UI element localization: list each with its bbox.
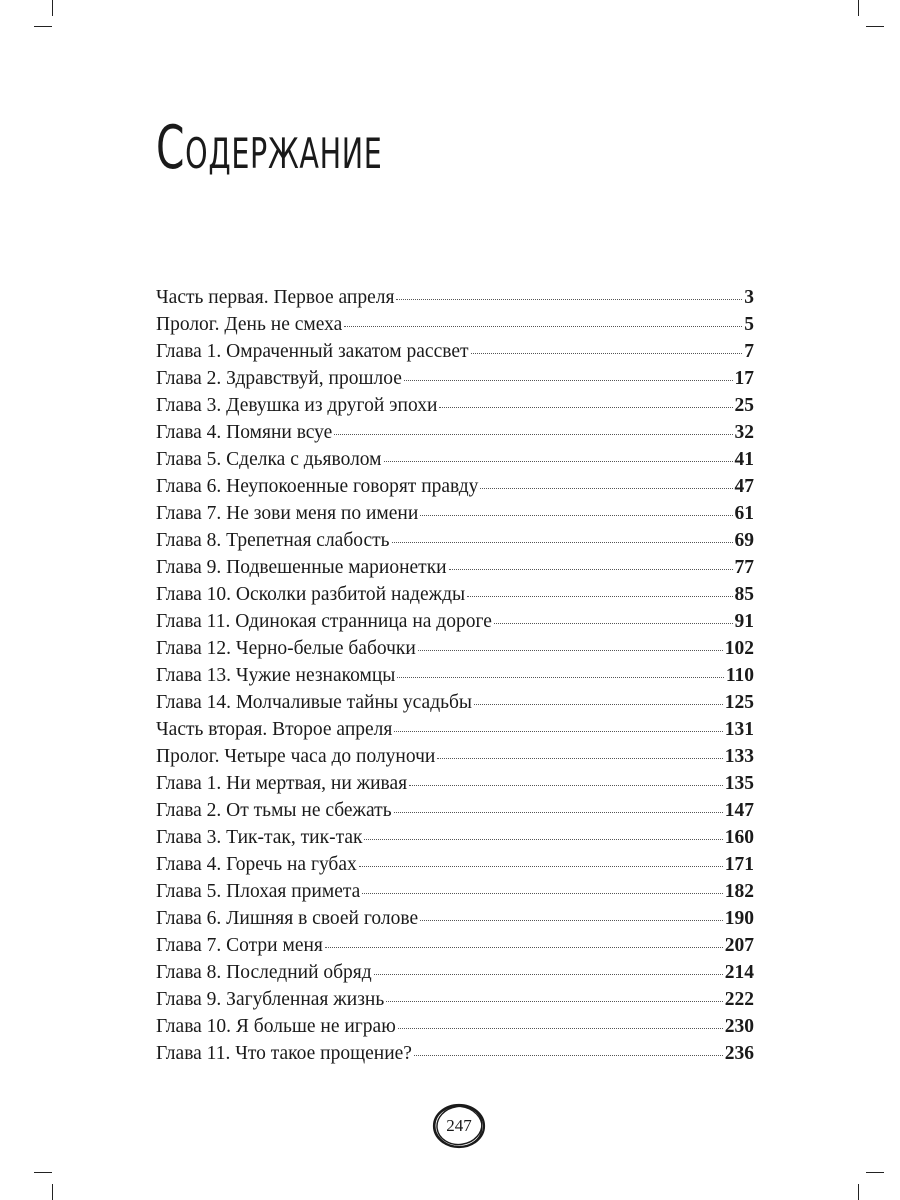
toc-entry-page: 25 xyxy=(734,395,754,416)
toc-dot-leader xyxy=(467,596,732,597)
toc-entry-label: Глава 11. Одинокая странница на дороге xyxy=(156,611,492,632)
crop-mark-bottom-left xyxy=(52,1184,53,1200)
toc-entry-label: Глава 8. Последний обряд xyxy=(156,962,372,983)
page-title: Содержание xyxy=(156,113,383,183)
toc-entry-label: Часть вторая. Второе апреля xyxy=(156,719,393,740)
toc-dot-leader xyxy=(394,731,722,732)
toc-entry-label: Пролог. День не смеха xyxy=(156,314,343,335)
toc-entry-page: 222 xyxy=(724,989,754,1010)
toc-entry-page: 17 xyxy=(734,368,754,389)
toc-entry xyxy=(156,1013,754,1040)
toc-dot-leader xyxy=(384,461,733,462)
toc-entry-page: 125 xyxy=(724,692,754,713)
toc-entry xyxy=(156,662,754,689)
toc-entry-label: Глава 11. Что такое прощение? xyxy=(156,1043,412,1064)
toc-dot-leader xyxy=(474,704,723,705)
page-number-badge xyxy=(431,1102,487,1150)
toc-entry-page: 171 xyxy=(724,854,754,875)
toc-dot-leader xyxy=(397,677,723,678)
toc-entry xyxy=(156,743,754,770)
toc-entry xyxy=(156,635,754,662)
toc-dot-leader xyxy=(420,920,723,921)
toc-entry xyxy=(156,338,754,365)
toc-entry-page: 3 xyxy=(744,287,754,308)
toc-entry-label: Глава 5. Плохая примета xyxy=(156,881,361,902)
toc-entry-label: Глава 5. Сделка с дьяволом xyxy=(156,449,382,470)
toc-entry-label: Пролог. Четыре часа до полуночи xyxy=(156,746,436,767)
toc-entry xyxy=(156,365,754,392)
crop-mark-top-right-h xyxy=(866,26,884,27)
toc-entry-label: Глава 3. Девушка из другой эпохи xyxy=(156,395,438,416)
toc-dot-leader xyxy=(362,893,722,894)
toc-entry-label: Глава 2. От тьмы не сбежать xyxy=(156,800,392,821)
toc-dot-leader xyxy=(480,488,732,489)
toc-entry xyxy=(156,932,754,959)
toc-entry-page: 77 xyxy=(734,557,754,578)
toc-entry-label: Глава 4. Горечь на губах xyxy=(156,854,357,875)
toc-dot-leader xyxy=(344,326,742,327)
toc-entry-page: 7 xyxy=(744,341,754,362)
toc-entry-label: Часть первая. Первое апреля xyxy=(156,287,395,308)
toc-dot-leader xyxy=(374,974,723,975)
toc-dot-leader xyxy=(404,380,733,381)
toc-entry-page: 102 xyxy=(724,638,754,659)
page-number: 247 xyxy=(446,1116,472,1135)
toc-entry-page: 236 xyxy=(724,1043,754,1064)
toc-entry xyxy=(156,581,754,608)
toc-entry-page: 91 xyxy=(734,611,754,632)
toc-entry xyxy=(156,608,754,635)
toc-entry-label: Глава 6. Неупокоенные говорят правду xyxy=(156,476,479,497)
toc-entry-label: Глава 7. Не зови меня по имени xyxy=(156,503,419,524)
toc-dot-leader xyxy=(409,785,723,786)
toc-entry xyxy=(156,878,754,905)
toc-dot-leader xyxy=(359,866,723,867)
toc-entry-label: Глава 14. Молчаливые тайны усадьбы xyxy=(156,692,473,713)
toc-entry-label: Глава 13. Чужие незнакомцы xyxy=(156,665,396,686)
toc-dot-leader xyxy=(386,1001,723,1002)
toc-entry xyxy=(156,527,754,554)
toc-entry xyxy=(156,500,754,527)
crop-mark-bottom-left-h xyxy=(34,1172,52,1173)
toc-entry-label: Глава 1. Ни мертвая, ни живая xyxy=(156,773,408,794)
crop-mark-top-left xyxy=(52,0,53,16)
toc-entry-page: 160 xyxy=(724,827,754,848)
toc-dot-leader xyxy=(334,434,732,435)
toc-entry xyxy=(156,473,754,500)
toc-entry-page: 61 xyxy=(734,503,754,524)
crop-mark-top-left-h xyxy=(34,26,52,27)
toc-entry xyxy=(156,1040,754,1067)
toc-entry xyxy=(156,986,754,1013)
toc-entry-page: 147 xyxy=(724,800,754,821)
toc-dot-leader xyxy=(398,1028,723,1029)
toc-entry-label: Глава 7. Сотри меня xyxy=(156,935,323,956)
toc-entry xyxy=(156,905,754,932)
toc-dot-leader xyxy=(418,650,723,651)
toc-entry-label: Глава 9. Подвешенные марионетки xyxy=(156,557,447,578)
toc-dot-leader xyxy=(364,839,722,840)
toc-entry-label: Глава 6. Лишняя в своей голове xyxy=(156,908,419,929)
toc-entry-page: 133 xyxy=(724,746,754,767)
toc-entry-label: Глава 8. Трепетная слабость xyxy=(156,530,390,551)
toc-dot-leader xyxy=(325,947,723,948)
toc-entry xyxy=(156,797,754,824)
toc-dot-leader xyxy=(439,407,732,408)
toc-entry xyxy=(156,446,754,473)
toc-entry xyxy=(156,770,754,797)
toc-dot-leader xyxy=(449,569,733,570)
toc-dot-leader xyxy=(437,758,722,759)
toc-entry-label: Глава 2. Здравствуй, прошлое xyxy=(156,368,402,389)
toc-entry xyxy=(156,689,754,716)
toc-entry-label: Глава 10. Я больше не играю xyxy=(156,1016,396,1037)
toc-entry-page: 135 xyxy=(724,773,754,794)
crop-mark-bottom-right xyxy=(858,1184,859,1200)
toc-entry-label: Глава 4. Помяни всуе xyxy=(156,422,333,443)
crop-mark-top-right xyxy=(858,0,859,16)
toc-dot-leader xyxy=(392,542,733,543)
toc-entry xyxy=(156,554,754,581)
toc-entry xyxy=(156,824,754,851)
crop-mark-bottom-right-h xyxy=(866,1172,884,1173)
toc-entry-page: 131 xyxy=(724,719,754,740)
toc-entry-label: Глава 9. Загубленная жизнь xyxy=(156,989,385,1010)
toc-dot-leader xyxy=(471,353,743,354)
toc-entry-page: 85 xyxy=(734,584,754,605)
toc-entry-label: Глава 3. Тик-так, тик-так xyxy=(156,827,363,848)
table-of-contents xyxy=(156,284,754,1067)
toc-dot-leader xyxy=(394,812,723,813)
toc-entry-page: 110 xyxy=(725,665,754,686)
toc-entry xyxy=(156,392,754,419)
toc-entry xyxy=(156,284,754,311)
toc-entry-page: 190 xyxy=(724,908,754,929)
toc-entry-page: 41 xyxy=(734,449,754,470)
toc-entry xyxy=(156,311,754,338)
toc-dot-leader xyxy=(396,299,742,300)
toc-entry-page: 207 xyxy=(724,935,754,956)
toc-entry-label: Глава 12. Черно-белые бабочки xyxy=(156,638,416,659)
toc-dot-leader xyxy=(494,623,733,624)
toc-entry xyxy=(156,419,754,446)
toc-entry xyxy=(156,851,754,878)
toc-entry-label: Глава 1. Омраченный закатом рассвет xyxy=(156,341,469,362)
toc-dot-leader xyxy=(420,515,732,516)
toc-entry xyxy=(156,716,754,743)
toc-entry-page: 69 xyxy=(734,530,754,551)
toc-dot-leader xyxy=(414,1055,723,1056)
toc-entry-page: 214 xyxy=(724,962,754,983)
toc-entry-page: 5 xyxy=(744,314,754,335)
toc-entry-label: Глава 10. Осколки разбитой надежды xyxy=(156,584,466,605)
toc-entry-page: 230 xyxy=(724,1016,754,1037)
toc-entry-page: 32 xyxy=(734,422,754,443)
toc-entry-page: 47 xyxy=(734,476,754,497)
toc-entry xyxy=(156,959,754,986)
toc-entry-page: 182 xyxy=(724,881,754,902)
